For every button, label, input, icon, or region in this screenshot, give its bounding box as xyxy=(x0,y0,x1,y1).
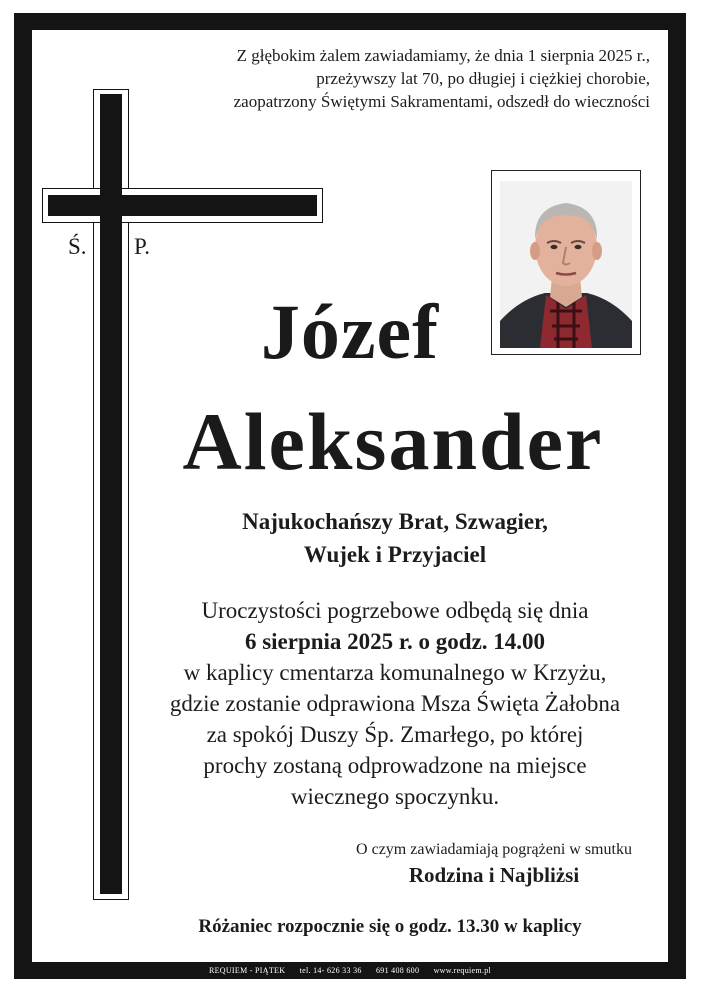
footer-phone1: tel. 14- 626 33 36 xyxy=(299,966,362,975)
intro-text xyxy=(130,44,650,113)
portrait-photo xyxy=(500,181,632,348)
intro-line: Z głębokim żalem zawiadamiamy, że dnia 1 sierpnia 2025 r., xyxy=(236,46,650,65)
portrait-illustration xyxy=(500,181,632,348)
ceremony-date: 6 sierpnia 2025 r. o godz. 14.00 xyxy=(244,629,546,654)
cross-horizontal-beam xyxy=(48,195,317,216)
mourners-family: Rodzina i Najbliżsi xyxy=(408,863,580,887)
rosary-notice: Różaniec rozpocznie się o godz. 13.30 w kaplicy xyxy=(198,916,582,937)
footer-website: www.requiem.pl xyxy=(433,966,492,975)
ceremony-line: prochy zostaną odprowadzone na miejsce xyxy=(203,753,587,778)
intro-line: zaopatrzony Świętymi Sakramentami, odszedł do wieczności xyxy=(233,92,650,111)
intro-line: przeżywszy lat 70, po długiej i ciężkiej chorobie, xyxy=(316,69,650,88)
ceremony-line: w kaplicy cmentarza komunalnego w Krzyżu, xyxy=(183,660,607,685)
deceased-last-name: Aleksander xyxy=(182,396,604,487)
ceremony-line: za spokój Duszy Śp. Zmarłego, po której xyxy=(206,722,584,747)
footer-bar xyxy=(14,962,686,979)
footer-company: REQUIEM - PIĄTEK xyxy=(208,966,286,975)
footer-phone2: 691 408 600 xyxy=(375,966,420,975)
funeral-ceremony-details xyxy=(135,595,655,812)
deceased-first-name: Józef xyxy=(260,288,440,375)
relation-line: Najukochańszy Brat, Szwagier, xyxy=(242,509,548,534)
relation-line: Wujek i Przyjaciel xyxy=(303,542,487,567)
sp-letter-s: Ś. xyxy=(68,234,87,259)
ceremony-line: wiecznego spoczynku. xyxy=(290,784,500,809)
sp-letter-p: P. xyxy=(134,234,150,259)
ceremony-line: Uroczystości pogrzebowe odbędą się dnia xyxy=(201,598,589,623)
relation-text xyxy=(140,505,650,571)
mourners-intro: O czym zawiadamiają pogrążeni w smutku xyxy=(356,841,632,858)
ceremony-line: gdzie zostanie odprawiona Msza Święta Żałobna xyxy=(169,691,621,716)
